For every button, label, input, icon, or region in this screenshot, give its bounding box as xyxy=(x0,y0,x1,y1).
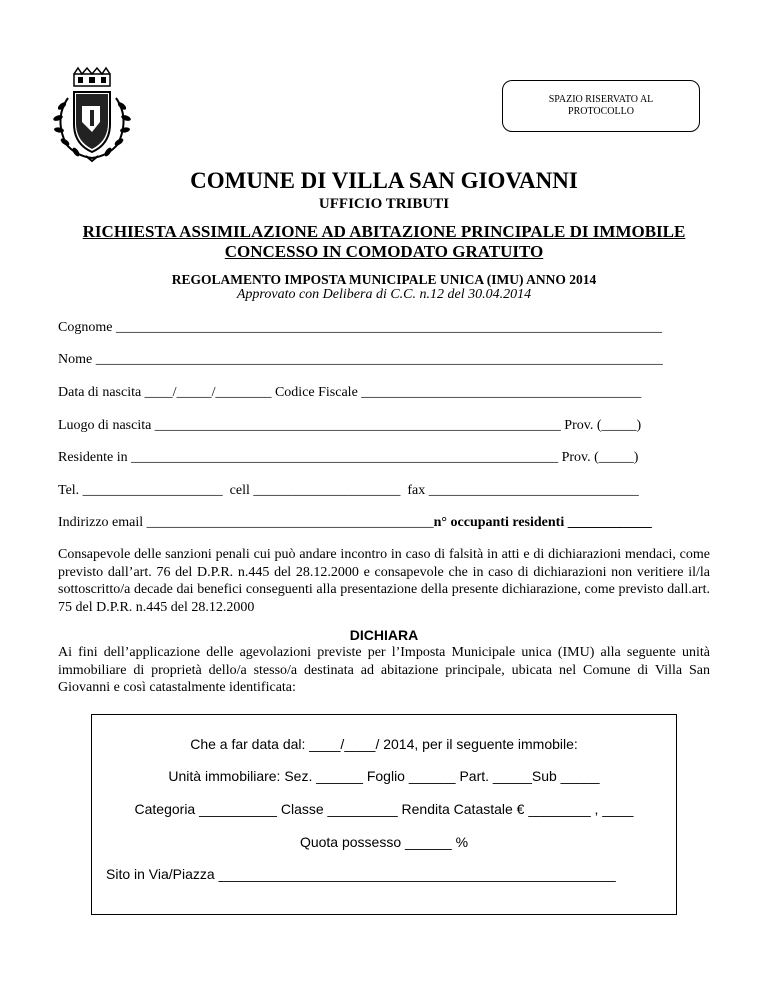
regulation-subtitle: REGOLAMENTO IMPOSTA MUNICIPALE UNICA (IMU) ANNO 2014 xyxy=(171,272,597,287)
municipal-crest-logo xyxy=(46,66,138,164)
field-contatti[interactable]: Tel. ____________________ cell _____________________ fax ______________________________ xyxy=(58,483,639,498)
field-nome[interactable]: Nome _________________________________________________________________________________ xyxy=(58,352,663,367)
property-date-line[interactable]: Che a far data dal: ____/____/ 2014, per il seguente immobile: xyxy=(190,736,578,752)
request-title xyxy=(0,222,768,262)
protocol-reserved-box xyxy=(502,80,700,132)
field-luogo-nascita[interactable]: Luogo di nascita __________________________________________________________ Prov. (_____) xyxy=(58,418,642,433)
field-email[interactable]: Indirizzo email _________________________________________ xyxy=(58,515,434,530)
municipality-title: COMUNE DI VILLA SAN GIOVANNI xyxy=(190,168,578,193)
request-title-line2: CONCESSO IN COMODATO GRATUITO xyxy=(224,242,544,261)
property-address-line[interactable]: Sito in Via/Piazza ___________________________________________________ xyxy=(106,866,616,882)
request-title-line1: RICHIESTA ASSIMILAZIONE AD ABITAZIONE PRINCIPALE DI IMMOBILE xyxy=(82,222,686,241)
field-cognome[interactable]: Cognome ______________________________________________________________________________ xyxy=(58,320,662,335)
protocol-box-line1: SPAZIO RISERVATO AL xyxy=(548,94,654,105)
property-quota-line[interactable]: Quota possesso ______ % xyxy=(299,834,469,850)
office-title: UFFICIO TRIBUTI xyxy=(318,196,450,212)
dichiara-heading: DICHIARA xyxy=(349,627,419,643)
declaration-paragraph: Consapevole delle sanzioni penali cui può andare incontro in caso di falsità in atti e di dichiarazioni mendaci, come previsto dall’art. 76 del D.P.R. n.445 del 28.12.2000 e consapevole che in caso di dichiarazioni non veritiere il/la sottoscritto/a decade dai benefici conseguenti alla presentazione della presente dichiarazione, come previsto dall.art. 75 del D.P.R. n.445 del 28.12.2000 xyxy=(58,547,710,615)
property-unit-line[interactable]: Unità immobiliare: Sez. ______ Foglio ______ Part. _____Sub _____ xyxy=(168,768,600,784)
field-residente[interactable]: Residente in _____________________________________________________________ Prov. (_____) xyxy=(58,450,639,465)
field-nascita-codice-fiscale[interactable]: Data di nascita ____/_____/________ Codice Fiscale ________________________________________ xyxy=(58,385,642,400)
protocol-box-line2: PROTOCOLLO xyxy=(568,106,634,117)
property-category-line[interactable]: Categoria __________ Classe _________ Rendita Catastale € ________ , ____ xyxy=(134,801,634,817)
field-occupanti[interactable]: n° occupanti residenti ____________ xyxy=(433,515,652,530)
dichiara-body: Ai fini dell’applicazione delle agevolazioni previste per l’Imposta Municipale unica (IMU) alla seguente unità immobiliare di proprietà dello/a stesso/a destinata ad abitazione principale, ubicata nel Comune di Villa San Giovanni e così catastalmente identificata: xyxy=(58,645,710,695)
approval-subtitle: Approvato con Delibera di C.C. n.12 del 30.04.2014 xyxy=(236,287,532,302)
field-email-occupanti[interactable] xyxy=(58,515,704,531)
